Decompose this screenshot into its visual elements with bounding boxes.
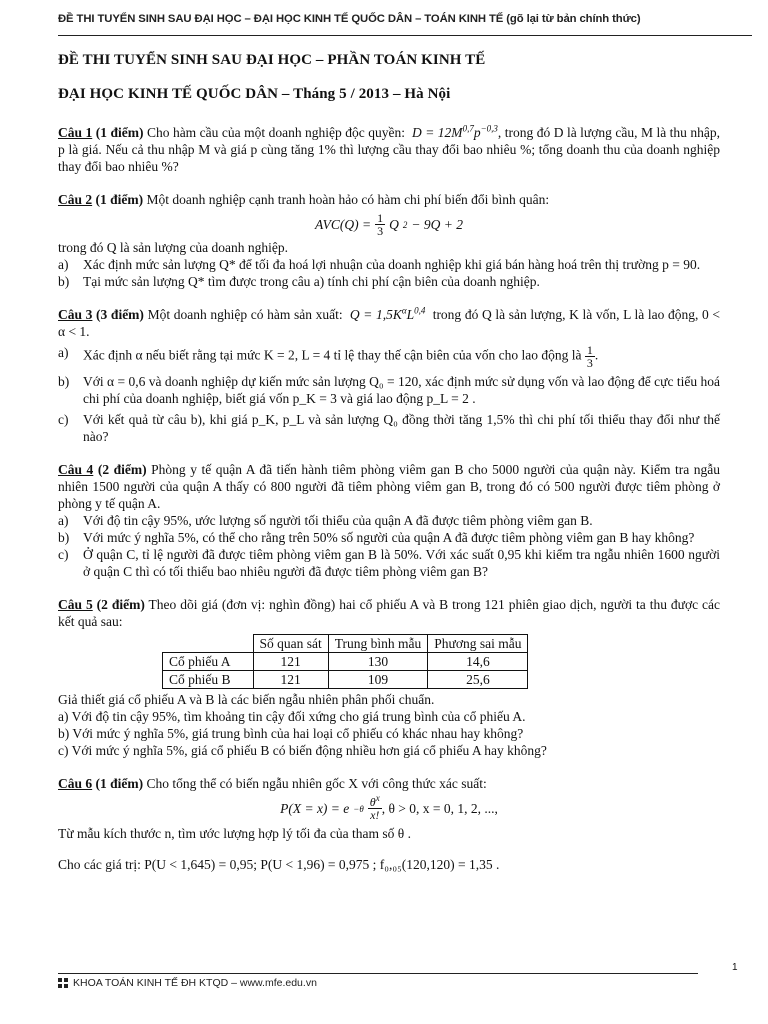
question-4b-text: Với mức ý nghĩa 5%, có thể cho rằng trên 50% số người của quận A đã được tiêm phòng viêm gan B hay không? xyxy=(83,530,695,545)
question-5-points: (2 điểm) xyxy=(96,597,145,612)
question-1-text: Cho hàm cầu của một doanh nghiệp độc quyền: xyxy=(146,125,406,140)
table-header-cell: Trung bình mẫu xyxy=(328,635,428,653)
question-1 xyxy=(58,124,720,175)
question-4-heading xyxy=(58,462,147,477)
question-3b: b) Với α = 0,6 và doanh nghiệp dự kiến mức sản lượng Q₀ = 120, xác định mức sử dụng vốn và lao động để cực tiểu hoá chi phí của doanh nghiệp, biết giá vốn p_K = 3 và giá lao động p_L = 2 . xyxy=(58,374,720,406)
question-3c-text: Với kết quả từ câu b), khi giá p_K, p_L và sản lượng Q₀ đồng thời tăng 1,5% thì chi phí tối thiểu thay đổi như thế nào? xyxy=(83,412,720,444)
question-5b: b) Với mức ý nghĩa 5%, giá trung bình của hai loại cổ phiếu có khác nhau hay không? xyxy=(58,726,524,741)
question-4 xyxy=(58,461,720,580)
table-cell: 14,6 xyxy=(428,653,528,671)
question-4a-text: Với độ tin cậy 95%, ước lượng số người tối thiểu của quận A đã được tiêm phòng viêm gan B. xyxy=(83,513,593,528)
question-5-text: Theo dõi giá (đơn vị: nghìn đồng) hai cổ phiếu A và B trong 121 phiên giao dịch, người ta thu được các kết quả sau: xyxy=(58,597,721,629)
table-row xyxy=(163,653,528,671)
question-2b: b) Tại mức sản lượng Q* tìm được trong câu a) tính chi phí cận biên của doanh nghiệp. xyxy=(58,274,540,289)
footer-rule xyxy=(58,973,698,974)
question-3-text: Một doanh nghiệp có hàm sản xuất: xyxy=(147,307,343,322)
question-2-label: Câu 2 xyxy=(58,192,93,207)
question-5-assumption: Giả thiết giá cổ phiếu A và B là các biến ngẫu nhiên phân phối chuẩn. xyxy=(58,692,435,707)
running-header: ĐỀ THI TUYỂN SINH SAU ĐẠI HỌC – ĐẠI HỌC KINH TẾ QUỐC DÂN – TOÁN KINH TẾ (gõ lại từ bản chính thức) xyxy=(58,13,641,25)
question-1-text-cont: , trong đó D là lượng cầu, M là thu nhập, p là giá. Nếu cả thu nhập M và giá p cùng tăng 1% thì lượng cầu thay đổi bao nhiêu %; tổng doanh thu của doanh nghiệp thay đổi bao nhiêu %? xyxy=(58,125,721,174)
table-row-name: Cổ phiếu A xyxy=(163,653,254,671)
question-5c: c) Với mức ý nghĩa 5%, giá cổ phiếu B có biến động nhiều hơn giá cổ phiếu A hay không? xyxy=(58,743,547,758)
footer xyxy=(58,977,317,989)
table-cell: 25,6 xyxy=(428,671,528,689)
exam-subtitle: ĐẠI HỌC KINH TẾ QUỐC DÂN – Tháng 5 / 2013 – Hà Nội xyxy=(58,86,451,102)
question-3b-text: Với α = 0,6 và doanh nghiệp dự kiến mức sản lượng Q₀ = 120, xác định mức sử dụng vốn và lao động để cực tiểu hoá chi phí của doanh nghiệp, biết giá vốn p_K = 3 và giá lao động p_L = 2 . xyxy=(83,374,720,406)
question-5 xyxy=(58,596,720,759)
demand-formula: $D = 12M^{0,7}p^{-0,3}$ xyxy=(408,123,498,140)
question-2-after: trong đó Q là sản lượng của doanh nghiệp. xyxy=(58,240,289,255)
question-2a: a) Xác định mức sản lượng Q* để tối đa hoá lợi nhuận của doanh nghiệp khi giá bán hàng hoá trên thị trường p = 90. xyxy=(58,257,701,272)
stock-stats-table xyxy=(162,634,528,689)
question-4c-text: Ở quận C, tỉ lệ người đã được tiêm phòng viêm gan B là 50%. Với xác suất 0,95 khi kiểm tra ngẫu nhiên 1600 người ở quận C thì có tối thiểu bao nhiêu người đã được tiêm phòng viêm gan B? xyxy=(83,547,720,579)
question-4-text: Phòng y tế quận A đã tiến hành tiêm phòng viêm gan B cho 5000 người của quận này. Kiểm tra ngẫu nhiên 1500 người của quận A thấy có 800 người đã tiêm phòng viêm gan B, trong đó có 500 người được tiêm phòng ở phòng y tế quận A. xyxy=(58,462,721,511)
fraction-one-third: $\frac{1}{3}$ xyxy=(586,343,593,370)
question-2 xyxy=(58,191,720,290)
question-6-text: Cho tổng thể có biến ngẫu nhiên gốc X với công thức xác suất: xyxy=(146,776,487,791)
page-number: 1 xyxy=(732,962,738,973)
table-row-name: Cổ phiếu B xyxy=(163,671,254,689)
header-rule xyxy=(58,35,752,36)
exam-title: ĐỀ THI TUYỂN SINH SAU ĐẠI HỌC – PHẦN TOÁN KINH TẾ xyxy=(58,52,486,68)
table-header-cell: Số quan sát xyxy=(253,635,328,653)
avc-formula: AVC(Q) = $\frac{1}{3}$ Q 2 − 9Q + 2 xyxy=(315,211,463,238)
question-6-after: Từ mẫu kích thước n, tìm ước lượng hợp lý tối đa của tham số θ . xyxy=(58,826,411,841)
question-6-heading xyxy=(58,776,143,791)
question-3 xyxy=(58,306,720,445)
question-3c: c) Với kết quả từ câu b), khi giá p_K, p_L và sản lượng Q₀ đồng thời tăng 1,5% thì chi phí tối thiểu thay đổi như thế nào? xyxy=(58,412,720,444)
question-3a: a) Xác định α nếu biết rằng tại mức K = 2, L = 4 tỉ lệ thay thế cận biên của vốn cho lao động là $\frac{1}{3}$ . xyxy=(58,343,599,370)
question-4-points: (2 điểm) xyxy=(97,462,147,477)
table-cell: 121 xyxy=(253,653,328,671)
question-4a: a) Với độ tin cậy 95%, ước lượng số người tối thiểu của quận A đã được tiêm phòng viêm gan B. xyxy=(58,513,593,528)
given-values: Cho các giá trị: P(U < 1,645) = 0,95; P(U < 1,96) = 0,975 ; f₀,₀₅(120,120) = 1,35 . xyxy=(58,857,500,872)
question-3-heading xyxy=(58,307,144,322)
question-1-heading xyxy=(58,125,143,140)
question-1-label: Câu 1 xyxy=(58,125,93,140)
question-2-points: (1 điểm) xyxy=(95,192,144,207)
table-cell: 121 xyxy=(253,671,328,689)
question-5a: a) Với độ tin cậy 95%, tìm khoảng tin cậy đối xứng cho giá trung bình của cổ phiếu A. xyxy=(58,709,526,724)
question-2-text: Một doanh nghiệp cạnh tranh hoàn hảo có hàm chi phí biến đổi bình quân: xyxy=(146,192,550,207)
question-3-points: (3 điểm) xyxy=(96,307,144,322)
table-header-cell: Phương sai mẫu xyxy=(428,635,528,653)
probability-formula: P(X = x) = e −θ $\frac{\theta^x}{x!}$ , θ > 0, x = 0, 1, 2, ..., xyxy=(280,793,498,822)
question-3-text-cont: trong đó Q là sản lượng, K là vốn, L là lao động, 0 < α < 1. xyxy=(58,307,721,339)
question-2a-text: Xác định mức sản lượng Q* để tối đa hoá lợi nhuận của doanh nghiệp khi giá bán hàng hoá trên thị trường p = 90. xyxy=(83,257,701,272)
question-3a-text: Xác định α nếu biết rằng tại mức K = 2, L = 4 tỉ lệ thay thế cận biên của vốn cho lao động là xyxy=(83,347,582,363)
question-6-points: (1 điểm) xyxy=(95,776,144,791)
question-4c: c) Ở quận C, tỉ lệ người đã được tiêm phòng viêm gan B là 50%. Với xác suất 0,95 khi kiểm tra ngẫu nhiên 1600 người ở quận C thì có tối thiểu bao nhiêu người đã được tiêm phòng viêm gan B? xyxy=(58,547,720,579)
table-header-row xyxy=(163,635,528,653)
question-5-label: Câu 5 xyxy=(58,597,93,612)
question-2b-text: Tại mức sản lượng Q* tìm được trong câu a) tính chi phí cận biên của doanh nghiệp. xyxy=(83,274,540,289)
question-2-heading xyxy=(58,192,143,207)
table-corner xyxy=(163,635,254,653)
question-3-label: Câu 3 xyxy=(58,307,93,322)
question-6 xyxy=(58,775,720,873)
probability-condition: , θ > 0, x = 0, 1, 2, ..., xyxy=(381,801,498,816)
production-function: $Q = 1,5K^\alpha L^{0,4}$ xyxy=(346,305,426,322)
question-4b: b) Với mức ý nghĩa 5%, có thể cho rằng trên 50% số người của quận A đã được tiêm phòng viêm gan B hay không? xyxy=(58,530,695,545)
footer-text: KHOA TOÁN KINH TẾ ĐH KTQD – www.mfe.edu.vn xyxy=(73,977,317,989)
question-1-points: (1 điểm) xyxy=(95,125,144,140)
exam-content xyxy=(58,44,720,873)
question-5-heading xyxy=(58,597,145,612)
table-row xyxy=(163,671,528,689)
table-cell: 109 xyxy=(328,671,428,689)
table-cell: 130 xyxy=(328,653,428,671)
logo-icon xyxy=(58,978,70,988)
question-6-label: Câu 6 xyxy=(58,776,93,791)
question-4-label: Câu 4 xyxy=(58,462,94,477)
